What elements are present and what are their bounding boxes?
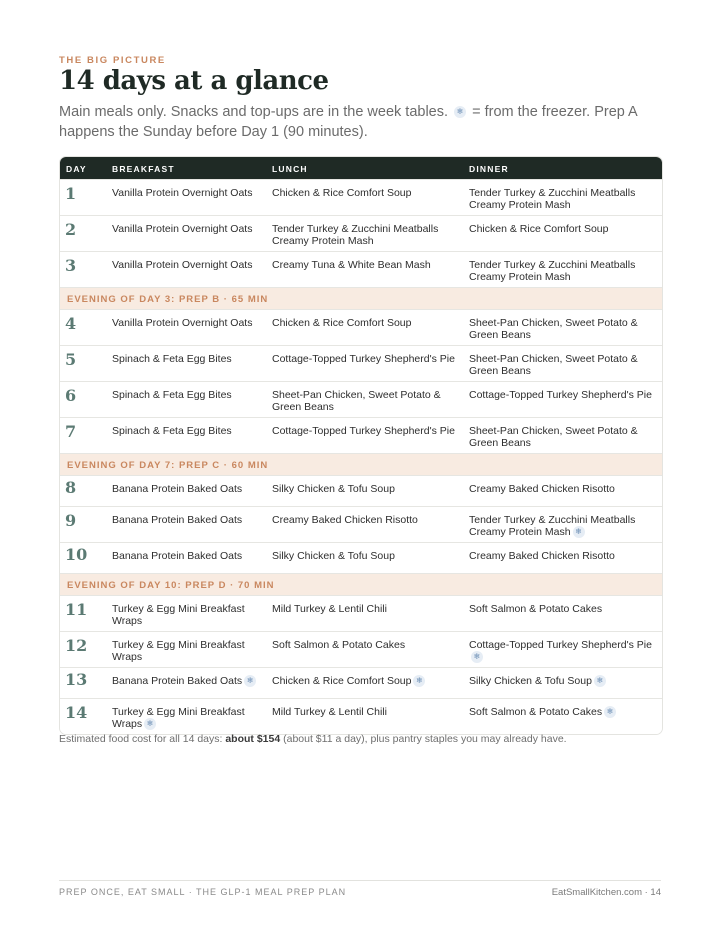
breakfast-meal: Turkey & Egg Mini Breakfast Wraps: [112, 639, 245, 663]
breakfast-cell: [112, 187, 262, 199]
dinner-cell: [469, 675, 654, 687]
breakfast-cell: [112, 706, 262, 730]
dinner-meal: Tender Turkey & Zucchini Meatballs Creamy Protein Mash: [469, 187, 636, 211]
column-header-dinner: DINNER: [469, 164, 509, 174]
breakfast-meal: Banana Protein Baked Oats: [112, 483, 243, 495]
day-number: 11: [65, 600, 88, 619]
dinner-cell: [469, 514, 654, 538]
lunch-cell: [272, 187, 462, 199]
cost-note: [59, 733, 567, 745]
lunch-cell: [272, 550, 462, 562]
eyebrow-label: THE BIG PICTURE: [59, 55, 166, 66]
breakfast-cell: [112, 353, 262, 365]
cost-total: about $154: [225, 733, 281, 745]
intro-text-end: = from the freezer. Prep A happens the Sunday before Day 1 (90 minutes).: [59, 104, 637, 140]
footer-book-title: PREP ONCE, EAT SMALL · THE GLP-1 MEAL PREP PLAN: [59, 887, 347, 897]
breakfast-meal: Spinach & Feta Egg Bites: [112, 353, 232, 365]
lunch-cell: [272, 389, 462, 413]
prep-section-row: [60, 573, 662, 595]
dinner-cell: [469, 259, 654, 283]
day-number: 10: [65, 545, 88, 564]
day-number: 13: [65, 670, 88, 689]
page-title: 14 days at a glance: [59, 66, 329, 96]
lunch-cell: [272, 259, 462, 271]
breakfast-cell: [112, 639, 262, 663]
lunch-meal: Chicken & Rice Comfort Soup: [272, 675, 412, 687]
table-row: [60, 251, 662, 287]
snowflake-icon: ❄: [244, 675, 256, 687]
day-number: 2: [65, 220, 77, 239]
column-header-lunch: LUNCH: [272, 164, 308, 174]
snowflake-icon: ❄: [413, 675, 425, 687]
snowflake-icon: ❄: [594, 675, 606, 687]
intro-text-start: Main meals only. Snacks and top-ups are in the week tables.: [59, 104, 449, 120]
footer-site-page: EatSmallKitchen.com · 14: [551, 887, 661, 898]
prep-section-row: [60, 453, 662, 475]
breakfast-meal: Banana Protein Baked Oats: [112, 675, 243, 687]
dinner-meal: Tender Turkey & Zucchini Meatballs Creamy Protein Mash: [469, 259, 636, 283]
breakfast-cell: [112, 389, 262, 401]
dinner-meal: Sheet-Pan Chicken, Sweet Potato & Green Beans: [469, 317, 638, 341]
dinner-cell: [469, 603, 654, 615]
table-row: [60, 381, 662, 417]
dinner-meal: Sheet-Pan Chicken, Sweet Potato & Green Beans: [469, 353, 638, 377]
breakfast-cell: [112, 483, 262, 495]
day-number: 12: [65, 636, 88, 655]
dinner-meal: Chicken & Rice Comfort Soup: [469, 223, 609, 235]
table-row: [60, 417, 662, 453]
day-number: 8: [65, 478, 77, 497]
lunch-meal: Mild Turkey & Lentil Chili: [272, 603, 387, 615]
lunch-meal: Sheet-Pan Chicken, Sweet Potato & Green Beans: [272, 389, 441, 413]
dinner-cell: [469, 223, 654, 235]
breakfast-meal: Spinach & Feta Egg Bites: [112, 425, 232, 437]
breakfast-cell: [112, 550, 262, 562]
dinner-meal: Silky Chicken & Tofu Soup: [469, 675, 592, 687]
breakfast-cell: [112, 317, 262, 329]
dinner-meal: Soft Salmon & Potato Cakes: [469, 603, 603, 615]
snowflake-icon: ❄: [573, 526, 585, 538]
prep-section-label: EVENING OF DAY 10: PREP D · 70 MIN: [67, 580, 275, 591]
meal-plan-table: [59, 156, 663, 735]
table-row: [60, 345, 662, 381]
lunch-cell: [272, 483, 462, 495]
day-number: 3: [65, 256, 77, 275]
cost-note-text: Estimated food cost for all 14 days:: [59, 733, 226, 745]
breakfast-meal: Banana Protein Baked Oats: [112, 514, 243, 526]
lunch-cell: [272, 317, 462, 329]
dinner-meal: Cottage-Topped Turkey Shepherd's Pie: [469, 389, 652, 401]
lunch-meal: Cottage-Topped Turkey Shepherd's Pie: [272, 425, 455, 437]
table-row: [60, 542, 662, 573]
dinner-cell: [469, 706, 654, 718]
lunch-meal: Creamy Baked Chicken Risotto: [272, 514, 418, 526]
dinner-meal: Creamy Baked Chicken Risotto: [469, 550, 615, 562]
dinner-cell: [469, 353, 654, 377]
lunch-meal: Creamy Tuna & White Bean Mash: [272, 259, 431, 271]
breakfast-meal: Vanilla Protein Overnight Oats: [112, 259, 253, 271]
dinner-meal: Soft Salmon & Potato Cakes: [469, 706, 603, 718]
snowflake-icon: ❄: [471, 651, 483, 663]
day-number: 7: [65, 422, 77, 441]
cost-note-suffix: (about $11 a day), plus pantry staples you may already have.: [280, 733, 567, 745]
lunch-meal: Mild Turkey & Lentil Chili: [272, 706, 387, 718]
lunch-meal: Chicken & Rice Comfort Soup: [272, 317, 412, 329]
dinner-meal: Cottage-Topped Turkey Shepherd's Pie: [469, 639, 652, 651]
dinner-cell: [469, 425, 654, 449]
dinner-meal: Tender Turkey & Zucchini Meatballs Creamy Protein Mash: [469, 514, 636, 538]
table-header: [60, 157, 662, 179]
dinner-meal: Creamy Baked Chicken Risotto: [469, 483, 615, 495]
table-row: [60, 698, 662, 734]
lunch-meal: Cottage-Topped Turkey Shepherd's Pie: [272, 353, 455, 365]
lunch-cell: [272, 706, 462, 718]
lunch-cell: [272, 639, 462, 651]
breakfast-cell: [112, 223, 262, 235]
dinner-cell: [469, 550, 654, 562]
dinner-cell: [469, 187, 654, 211]
table-row: [60, 631, 662, 667]
lunch-cell: [272, 603, 462, 615]
breakfast-meal: Banana Protein Baked Oats: [112, 550, 243, 562]
intro-text: [59, 103, 639, 142]
day-number: 6: [65, 386, 77, 405]
lunch-meal: Silky Chicken & Tofu Soup: [272, 550, 395, 562]
dinner-meal: Sheet-Pan Chicken, Sweet Potato & Green Beans: [469, 425, 638, 449]
snowflake-icon: ❄: [604, 706, 616, 718]
dinner-cell: [469, 483, 654, 495]
table-row: [60, 475, 662, 506]
breakfast-meal: Turkey & Egg Mini Breakfast Wraps: [112, 706, 245, 730]
table-row: [60, 179, 662, 215]
breakfast-cell: [112, 259, 262, 271]
breakfast-meal: Turkey & Egg Mini Breakfast Wraps: [112, 603, 245, 627]
day-number: 5: [65, 350, 77, 369]
lunch-cell: [272, 425, 462, 437]
breakfast-cell: [112, 425, 262, 437]
prep-section-row: [60, 287, 662, 309]
lunch-meal: Chicken & Rice Comfort Soup: [272, 187, 412, 199]
breakfast-cell: [112, 675, 262, 687]
day-number: 9: [65, 511, 77, 530]
table-body: [60, 179, 662, 734]
lunch-meal: Soft Salmon & Potato Cakes: [272, 639, 406, 651]
lunch-cell: [272, 353, 462, 365]
prep-section-label: EVENING OF DAY 3: PREP B · 65 MIN: [67, 294, 269, 305]
lunch-meal: Tender Turkey & Zucchini Meatballs Creamy Protein Mash: [272, 223, 439, 247]
lunch-cell: [272, 223, 462, 247]
footer-divider: [59, 880, 661, 881]
breakfast-meal: Spinach & Feta Egg Bites: [112, 389, 232, 401]
snowflake-icon: ❄: [144, 718, 156, 730]
breakfast-meal: Vanilla Protein Overnight Oats: [112, 187, 253, 199]
breakfast-meal: Vanilla Protein Overnight Oats: [112, 223, 253, 235]
dinner-cell: [469, 639, 654, 663]
table-row: [60, 667, 662, 698]
prep-section-label: EVENING OF DAY 7: PREP C · 60 MIN: [67, 460, 269, 471]
breakfast-meal: Vanilla Protein Overnight Oats: [112, 317, 253, 329]
dinner-cell: [469, 389, 654, 401]
lunch-cell: [272, 675, 462, 687]
column-header-day: DAY: [66, 164, 87, 174]
day-number: 14: [65, 703, 88, 722]
column-header-breakfast: BREAKFAST: [112, 164, 175, 174]
day-number: 1: [65, 184, 77, 203]
breakfast-cell: [112, 514, 262, 526]
table-row: [60, 595, 662, 631]
dinner-cell: [469, 317, 654, 341]
table-row: [60, 215, 662, 251]
day-number: 4: [65, 314, 77, 333]
table-row: [60, 309, 662, 345]
breakfast-cell: [112, 603, 262, 627]
lunch-meal: Silky Chicken & Tofu Soup: [272, 483, 395, 495]
snowflake-icon: ❄: [454, 106, 466, 118]
lunch-cell: [272, 514, 462, 526]
table-row: [60, 506, 662, 542]
